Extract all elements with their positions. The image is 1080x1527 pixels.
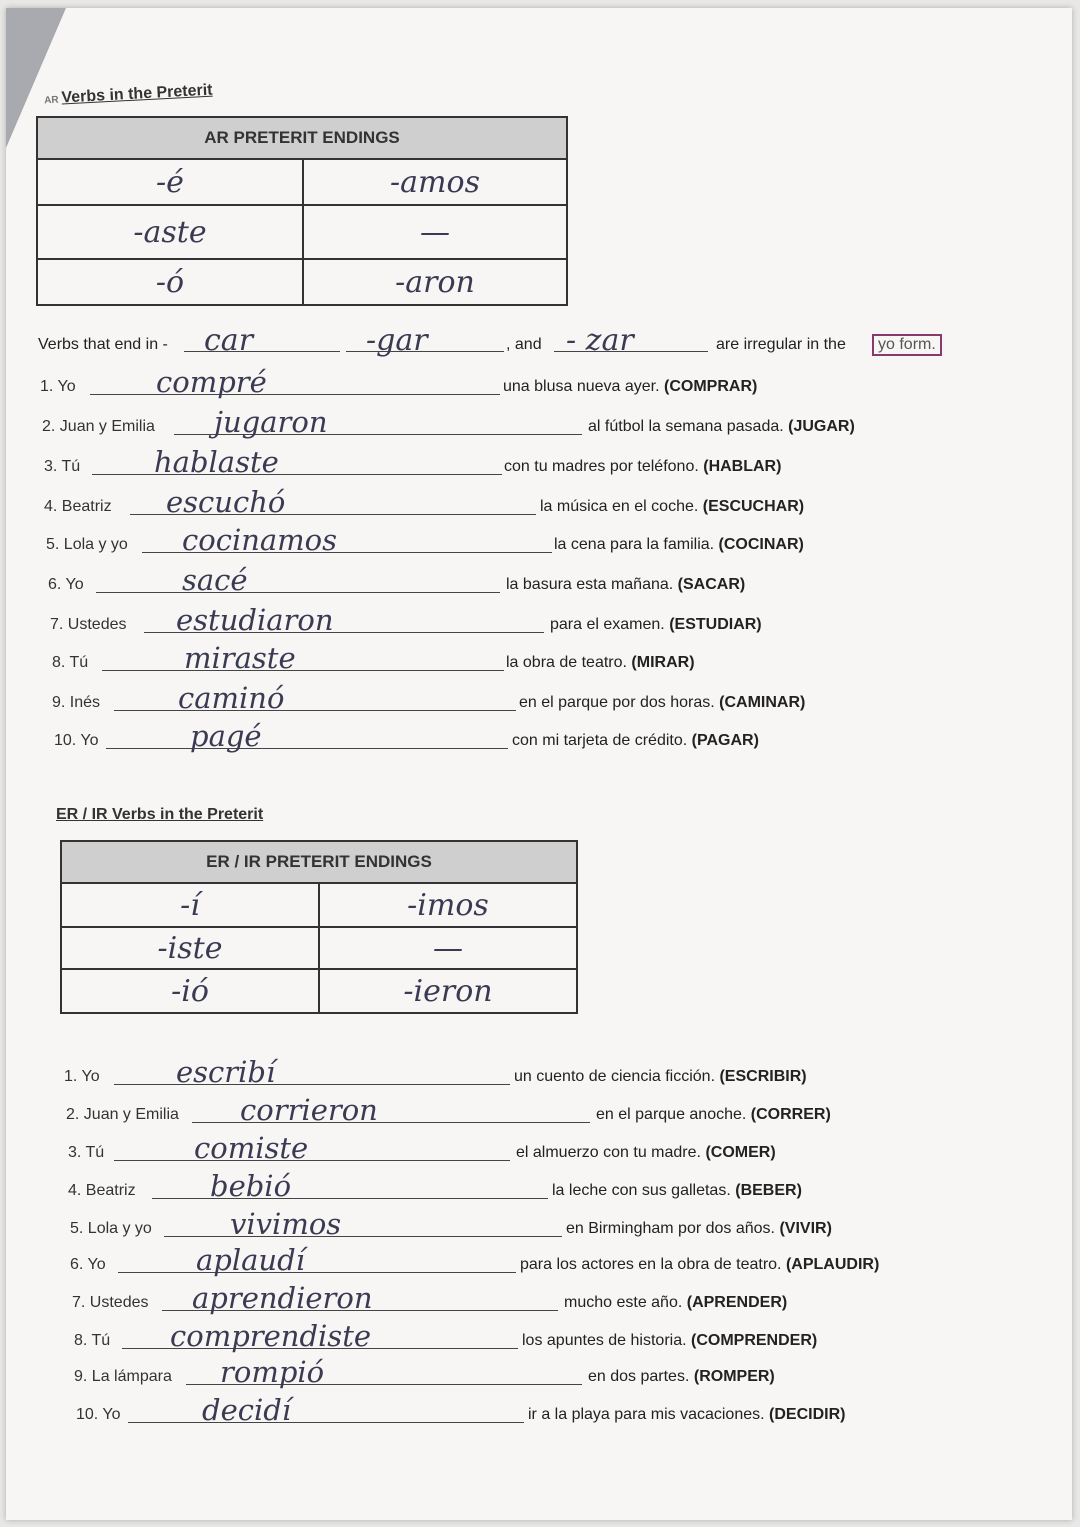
sentence-text: la cena para la familia. — [554, 536, 715, 553]
handwritten-answer: escribí — [176, 1055, 276, 1089]
exercise-subject: 3. Tú — [68, 1144, 105, 1161]
infinitive-verb: (VIVIR) — [779, 1220, 832, 1237]
ar-ending-vosotros: — — [303, 205, 567, 259]
infinitive-verb: (ESCRIBIR) — [719, 1068, 807, 1085]
handwritten-answer: miraste — [184, 641, 296, 675]
exercise-subject: 10. Yo — [54, 732, 99, 749]
exercise-subject: 9. Inés — [52, 694, 101, 711]
handwritten-answer: cocinamos — [182, 523, 338, 557]
exercise-row — [6, 680, 1072, 716]
er-ir-ending-tu: -iste — [61, 927, 319, 969]
exercise-subject: 2. Juan y Emilia — [42, 418, 155, 435]
handwritten-answer: comprendiste — [170, 1319, 372, 1353]
answer-blank[interactable] — [118, 1272, 516, 1273]
sentence-text: un cuento de ciencia ficción. — [514, 1068, 716, 1085]
hint-lead: Verbs that end in - — [38, 336, 168, 353]
handwritten-answer: compré — [156, 365, 267, 399]
exercise-row — [6, 1392, 1072, 1428]
sentence-text: con tu madres por teléfono. — [504, 458, 699, 475]
exercise-subject: 3. Tú — [44, 458, 81, 475]
exercise-row — [6, 1242, 1072, 1278]
ar-ending-yo: -é — [37, 159, 303, 205]
handwritten-answer: aplaudí — [196, 1243, 305, 1277]
exercise-row — [6, 1168, 1072, 1204]
sentence-rest — [504, 458, 781, 476]
sentence-rest — [552, 1182, 802, 1200]
handwritten-answer: hablaste — [154, 445, 279, 479]
ar-prefix: AR — [43, 94, 59, 107]
infinitive-verb: (CORRER) — [750, 1106, 831, 1123]
handwritten-answer: corrieron — [240, 1093, 378, 1127]
exercise-subject: 4. Beatriz — [44, 498, 112, 515]
sentence-text: mucho este año. — [564, 1294, 683, 1311]
infinitive-verb: (ESTUDIAR) — [669, 616, 762, 633]
exercise-subject: 9. La lámpara — [74, 1368, 172, 1385]
infinitive-verb: (ROMPER) — [693, 1368, 775, 1385]
sentence-rest — [564, 1294, 787, 1312]
infinitive-verb: (COMPRAR) — [664, 378, 758, 395]
exercise-subject: 2. Juan y Emilia — [66, 1106, 179, 1123]
hint-answer-zar: - zar — [566, 323, 634, 358]
sentence-text: la música en el coche. — [540, 498, 699, 515]
infinitive-verb: (JUGAR) — [788, 418, 855, 435]
sentence-text: el almuerzo con tu madre. — [516, 1144, 701, 1161]
exercise-row — [6, 522, 1072, 558]
sentence-rest — [596, 1106, 831, 1124]
exercise-subject: 6. Yo — [70, 1256, 106, 1273]
sentence-text: al fútbol la semana pasada. — [588, 418, 784, 435]
infinitive-verb: (ESCUCHAR) — [702, 498, 805, 515]
infinitive-verb: (CAMINAR) — [719, 694, 806, 711]
sentence-text: en dos partes. — [588, 1368, 690, 1385]
exercise-row — [6, 1206, 1072, 1242]
exercise-subject: 8. Tú — [74, 1332, 111, 1349]
sentence-rest — [588, 1368, 775, 1386]
handwritten-answer: aprendieron — [192, 1281, 373, 1315]
answer-blank[interactable] — [164, 1236, 562, 1237]
exercise-row — [6, 1130, 1072, 1166]
sentence-rest — [519, 694, 805, 712]
sentence-text: en el parque por dos horas. — [519, 694, 715, 711]
exercise-subject: 8. Tú — [52, 654, 89, 671]
answer-blank[interactable] — [96, 592, 500, 593]
sentence-text: la leche con sus galletas. — [552, 1182, 731, 1199]
infinitive-verb: (DECIDIR) — [769, 1406, 846, 1423]
infinitive-verb: (APLAUDIR) — [785, 1256, 880, 1273]
sentence-rest — [512, 732, 759, 750]
hint-circled-yo-form: yo form. — [872, 334, 942, 356]
answer-blank[interactable] — [128, 1422, 524, 1423]
sentence-text: con mi tarjeta de crédito. — [512, 732, 688, 749]
exercise-subject: 4. Beatriz — [68, 1182, 136, 1199]
sentence-rest — [506, 654, 695, 672]
ar-ending-ellos: -aron — [303, 259, 567, 305]
answer-blank[interactable] — [90, 394, 500, 395]
exercise-subject: 1. Yo — [64, 1068, 100, 1085]
infinitive-verb: (APRENDER) — [686, 1294, 788, 1311]
sentence-text: ir a la playa para mis vacaciones. — [528, 1406, 765, 1423]
ar-ending-tu: -aste — [37, 205, 303, 259]
exercise-subject: 7. Ustedes — [72, 1294, 149, 1311]
ar-ending-el: -ó — [37, 259, 303, 305]
er-ir-title-text: ER / IR Verbs in the Preterit — [56, 806, 264, 823]
handwritten-answer: vivimos — [230, 1207, 342, 1241]
exercise-row — [6, 1318, 1072, 1354]
exercise-row — [6, 1280, 1072, 1316]
sentence-text: una blusa nueva ayer. — [503, 378, 660, 395]
exercise-subject: 1. Yo — [40, 378, 76, 395]
er-ir-ending-nosotros: -imos — [319, 883, 577, 927]
exercise-subject: 5. Lola y yo — [46, 536, 128, 553]
ar-endings-table — [36, 116, 568, 306]
answer-blank[interactable] — [114, 1084, 510, 1085]
infinitive-verb: (COMPRENDER) — [691, 1332, 818, 1349]
handwritten-answer: bebió — [210, 1169, 292, 1203]
sentence-rest — [566, 1220, 832, 1238]
handwritten-answer: jugaron — [214, 405, 328, 439]
infinitive-verb: (COCINAR) — [718, 536, 804, 553]
handwritten-answer: decidí — [202, 1393, 292, 1427]
handwritten-answer: rompió — [220, 1355, 325, 1389]
hint-tail: are irregular in the — [716, 336, 846, 353]
sentence-text: la obra de teatro. — [506, 654, 627, 671]
er-ir-ending-ellos: -ieron — [319, 969, 577, 1013]
handwritten-answer: estudiaron — [176, 603, 334, 637]
sentence-text: la basura esta mañana. — [506, 576, 674, 593]
answer-blank[interactable] — [102, 670, 504, 671]
answer-blank[interactable] — [114, 1160, 510, 1161]
hint-answer-gar: -gar — [366, 323, 428, 358]
er-ir-ending-el: -ió — [61, 969, 319, 1013]
er-ir-ending-yo: -í — [61, 883, 319, 927]
handwritten-answer: caminó — [178, 681, 285, 715]
sentence-rest — [514, 1068, 807, 1086]
ar-table-header: AR PRETERIT ENDINGS — [37, 117, 567, 159]
ar-ending-nosotros: -amos — [303, 159, 567, 205]
ar-section-title — [44, 82, 213, 109]
handwritten-answer: sacé — [182, 563, 248, 597]
exercise-row — [6, 364, 1072, 400]
sentence-rest — [588, 418, 855, 436]
sentence-rest — [516, 1144, 776, 1162]
exercise-row — [6, 444, 1072, 480]
sentence-rest — [550, 616, 762, 634]
er-ir-table-header: ER / IR PRETERIT ENDINGS — [61, 841, 577, 883]
sentence-text: en Birmingham por dos años. — [566, 1220, 775, 1237]
exercise-subject: 10. Yo — [76, 1406, 121, 1423]
exercise-row — [6, 404, 1072, 440]
handwritten-answer: pagé — [190, 719, 262, 753]
infinitive-verb: (HABLAR) — [703, 458, 782, 475]
sentence-rest — [540, 498, 804, 516]
handwritten-answer: comiste — [194, 1131, 309, 1165]
hint-answer-car: car — [204, 323, 254, 358]
infinitive-verb: (COMER) — [705, 1144, 776, 1161]
exercise-row — [6, 640, 1072, 676]
infinitive-verb: (BEBER) — [735, 1182, 802, 1199]
sentence-rest — [503, 378, 757, 396]
sentence-text: en el parque anoche. — [596, 1106, 747, 1123]
hint-and: , and — [506, 336, 542, 353]
exercise-row — [6, 1054, 1072, 1090]
exercise-row — [6, 484, 1072, 520]
infinitive-verb: (MIRAR) — [631, 654, 695, 671]
sentence-text: para el examen. — [550, 616, 665, 633]
ar-title-text: Verbs in the Preterit — [61, 81, 213, 107]
sentence-rest — [520, 1256, 879, 1274]
answer-blank[interactable] — [106, 748, 508, 749]
handwritten-answer: escuchó — [166, 485, 286, 519]
infinitive-verb: (PAGAR) — [691, 732, 759, 749]
exercise-row — [6, 1092, 1072, 1128]
sentence-rest — [522, 1332, 817, 1350]
infinitive-verb: (SACAR) — [677, 576, 746, 593]
sentence-text: los apuntes de historia. — [522, 1332, 687, 1349]
er-ir-ending-vosotros: — — [319, 927, 577, 969]
exercise-row — [6, 1354, 1072, 1390]
exercise-row — [6, 562, 1072, 598]
sentence-text: para los actores en la obra de teatro. — [520, 1256, 782, 1273]
exercise-subject: 5. Lola y yo — [70, 1220, 152, 1237]
exercise-subject: 6. Yo — [48, 576, 84, 593]
sentence-rest — [506, 576, 745, 594]
sentence-rest — [554, 536, 804, 554]
er-ir-section-title — [56, 806, 263, 824]
answer-blank[interactable] — [114, 710, 516, 711]
sentence-rest — [528, 1406, 845, 1424]
exercise-subject: 7. Ustedes — [50, 616, 127, 633]
worksheet-page — [6, 8, 1072, 1520]
irregular-hint — [6, 320, 1072, 360]
exercise-row — [6, 602, 1072, 638]
exercise-row — [6, 718, 1072, 754]
er-ir-endings-table — [60, 840, 578, 1014]
